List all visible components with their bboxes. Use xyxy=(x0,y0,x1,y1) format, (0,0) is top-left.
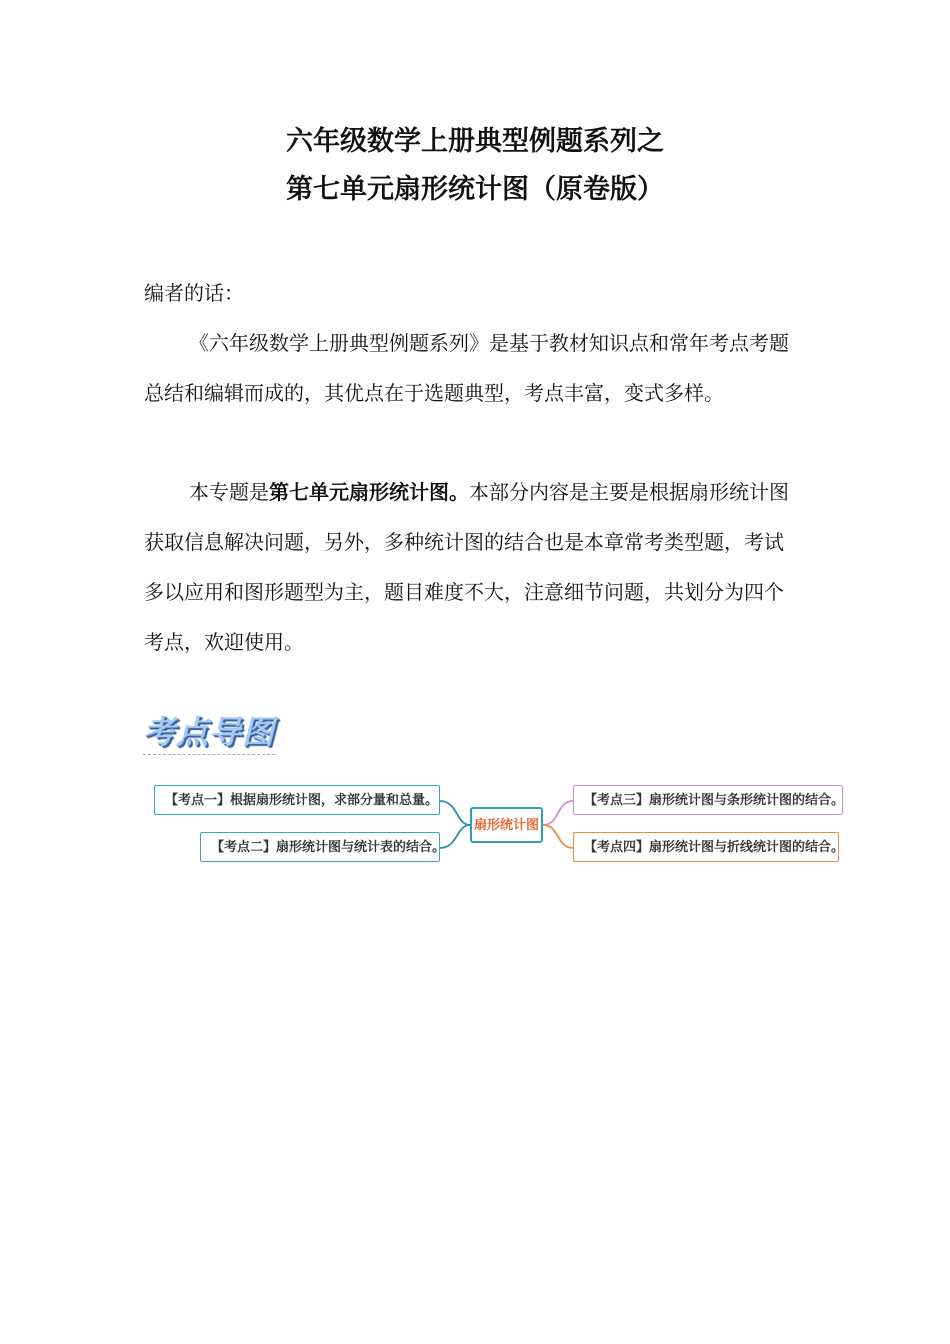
document-title-line1: 六年级数学上册典型例题系列之 xyxy=(286,126,664,157)
intro-paragraph: 《六年级数学上册典型例题系列》是基于教材知识点和常年考点考题总结和编辑而成的，其优点在于选题典型，考点丰富，变式多样。 xyxy=(144,331,789,405)
editor-note-label: 编者的话： xyxy=(144,281,244,305)
topic-rest: 本部分内容是主要是根据扇形统计图获取信息解决问题，另外，多种统计图的结合也是本章常考类型题，考试多以应用和图形题型为主，题目难度不大，注意细节问题，共划分为四个考点，欢迎使用。 xyxy=(144,480,789,654)
topic-prefix: 本专题是 xyxy=(189,480,269,504)
mindmap-node-4: 【考点四】扇形统计图与折线统计图的结合。 xyxy=(573,832,839,862)
document-title-line2: 第七单元扇形统计图（原卷版） xyxy=(286,174,664,205)
mindmap-node-1: 【考点一】根据扇形统计图，求部分量和总量。 xyxy=(154,785,440,815)
section-heading-mindmap: 考点导图 xyxy=(143,712,275,755)
connector-node-3 xyxy=(543,801,573,825)
connector-node-1 xyxy=(440,801,470,825)
topic-paragraph xyxy=(144,467,794,667)
mindmap-node-3: 【考点三】扇形统计图与条形统计图的结合。 xyxy=(573,785,843,815)
mind-map xyxy=(140,775,860,875)
topic-bold: 第七单元扇形统计图。 xyxy=(269,480,469,504)
mindmap-center-node: 扇形统计图 xyxy=(470,807,543,843)
connector-node-4 xyxy=(543,825,573,848)
mindmap-node-2: 【考点二】扇形统计图与统计表的结合。 xyxy=(200,832,440,862)
